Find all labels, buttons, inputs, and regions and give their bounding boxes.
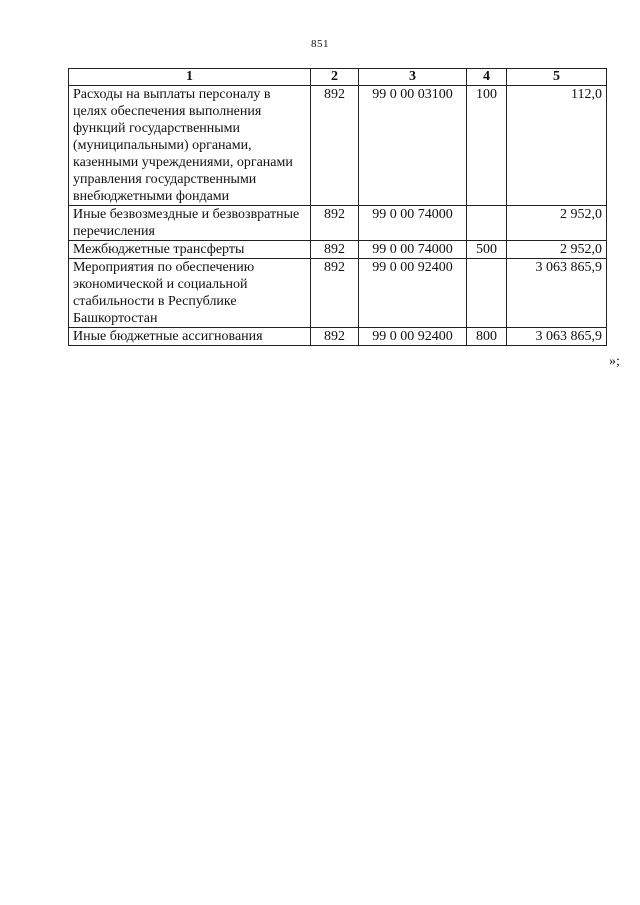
row-name: Межбюджетные трансферты (69, 241, 311, 259)
row-name: Расходы на выплаты персоналу в целях обеспечения выполнения функций государственными (муниципальными) органами, казенными учреждениями, органами управления государственными внебюджетными фондами (69, 86, 311, 206)
row-ministry-code: 892 (311, 86, 359, 206)
row-expense-type: 100 (467, 86, 507, 206)
row-target-code: 99 0 00 74000 (359, 206, 467, 241)
row-amount: 2 952,0 (507, 206, 607, 241)
row-target-code: 99 0 00 92400 (359, 259, 467, 328)
row-expense-type: 500 (467, 241, 507, 259)
row-amount: 3 063 865,9 (507, 259, 607, 328)
table-header-row (69, 69, 607, 86)
table-row (69, 259, 607, 328)
row-ministry-code: 892 (311, 328, 359, 346)
row-amount: 2 952,0 (507, 241, 607, 259)
page-number: 851 (311, 38, 329, 50)
row-expense-type (467, 259, 507, 328)
row-name: Иные бюджетные ассигнования (69, 328, 311, 346)
column-header-5: 5 (507, 69, 607, 86)
row-amount: 112,0 (507, 86, 607, 206)
table-row (69, 206, 607, 241)
table-row (69, 86, 607, 206)
column-header-3: 3 (359, 69, 467, 86)
budget-table (68, 68, 607, 346)
row-target-code: 99 0 00 03100 (359, 86, 467, 206)
column-header-1: 1 (69, 69, 311, 86)
table-row (69, 328, 607, 346)
row-ministry-code: 892 (311, 206, 359, 241)
row-expense-type: 800 (467, 328, 507, 346)
row-target-code: 99 0 00 92400 (359, 328, 467, 346)
row-ministry-code: 892 (311, 259, 359, 328)
row-expense-type (467, 206, 507, 241)
row-amount: 3 063 865,9 (507, 328, 607, 346)
closing-quote-mark: »; (609, 354, 620, 369)
column-header-2: 2 (311, 69, 359, 86)
row-ministry-code: 892 (311, 241, 359, 259)
row-name: Иные безвозмездные и безвозвратные перечисления (69, 206, 311, 241)
row-target-code: 99 0 00 74000 (359, 241, 467, 259)
row-name: Мероприятия по обеспечению экономической и социальной стабильности в Республике Башкортостан (69, 259, 311, 328)
table-row (69, 241, 607, 259)
column-header-4: 4 (467, 69, 507, 86)
